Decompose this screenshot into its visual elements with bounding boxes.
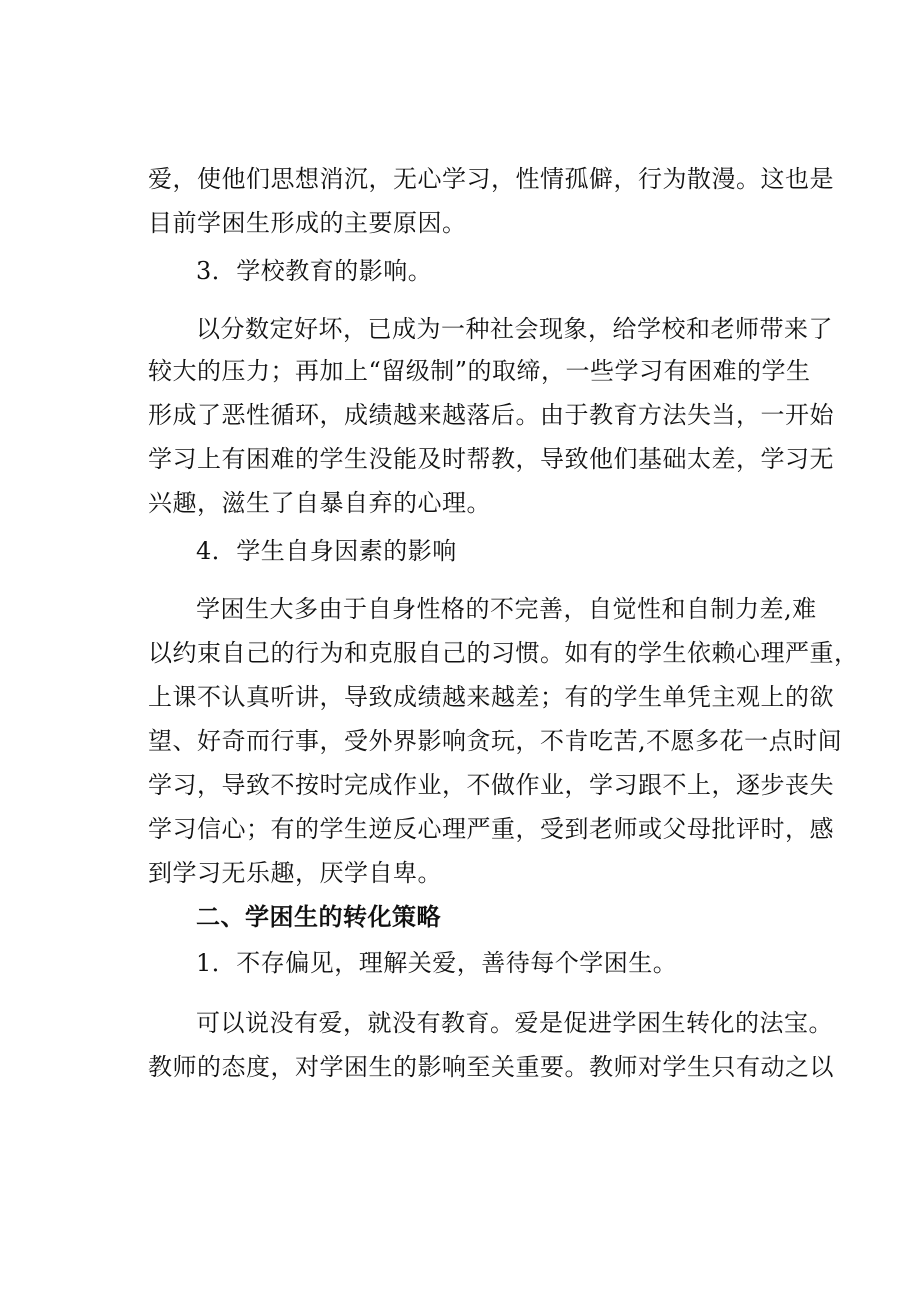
subheading-3: 3．学校教育的影响。 [196,257,433,285]
paragraph-line: 可以说没有爱，就没有教育。爱是促进学困生转化的法宝。 [196,1009,833,1037]
paragraph-line: 学习上有困难的学生没能及时帮教，导致他们基础太差，学习无 [148,445,834,473]
paragraph-line: 到学习无乐趣，厌学自卑。 [148,859,442,887]
section-heading: 二、学困生的转化策略 [196,903,441,931]
paragraph-line: 以约束自己的行为和克服自己的习惯。如有的学生依赖心理严重， [148,639,859,667]
paragraph-line: 学困生大多由于自身性格的不完善，自觉性和自制力差,难 [196,595,817,623]
paragraph-line: 上课不认真听讲，导致成绩越来越差；有的学生单凭主观上的欲 [148,683,834,711]
paragraph-line: 教师的态度，对学困生的影响至关重要。教师对学生只有动之以 [148,1053,834,1081]
paragraph-line: 学习，导致不按时完成作业，不做作业，学习跟不上，逐步丧失 [148,771,834,799]
subheading-4: 4．学生自身因素的影响 [196,537,457,565]
paragraph-line: 形成了恶性循环，成绩越来越落后。由于教育方法失当，一开始 [148,401,834,429]
paragraph-line: 兴趣，滋生了自暴自弃的心理。 [148,489,491,517]
paragraph-line: 较大的压力；再加上“留级制”的取缔，一些学习有困难的学生 [148,357,811,385]
paragraph-line: 以分数定好坏，已成为一种社会现象，给学校和老师带来了 [196,315,833,343]
paragraph-line: 爱，使他们思想消沉，无心学习，性情孤僻，行为散漫。这也是 [148,165,834,193]
paragraph-line: 目前学困生形成的主要原因。 [148,209,467,237]
paragraph-line: 学习信心；有的学生逆反心理严重，受到老师或父母批评时，感 [148,815,834,843]
paragraph-line: 望、好奇而行事，受外界影响贪玩，不肯吃苦,不愿多花一点时间 [148,727,843,755]
subheading-1: 1．不存偏见，理解关爱，善待每个学困生。 [196,949,678,977]
